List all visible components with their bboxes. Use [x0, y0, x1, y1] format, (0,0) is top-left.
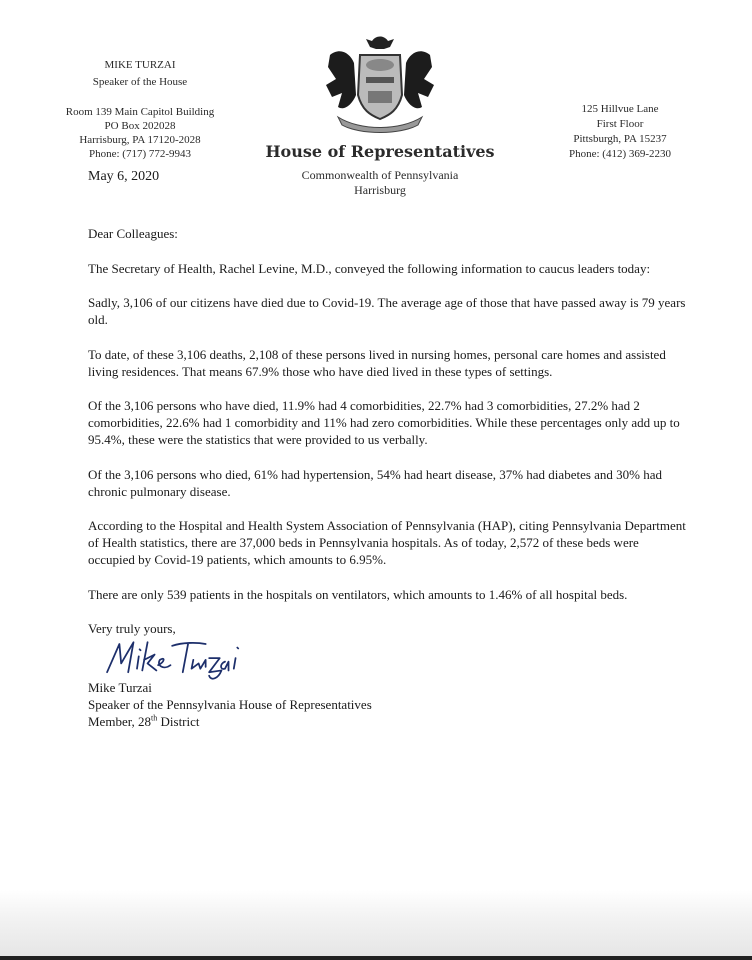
paragraph: According to the Hospital and Health System Association of Pennsylvania (HAP), citing Pennsylvania Department of Health statistics, there are 37,000 beds in Pennsylvania hospitals. As of today, 2,572 of these beds were occupied by Covid-19 patients, which amounts to 6.95%.	[88, 518, 686, 567]
capitol-address-line: Harrisburg, PA 17120-2028	[79, 134, 201, 146]
letter-body	[88, 225, 688, 730]
closing: Very truly yours,	[88, 621, 176, 636]
signature-block	[88, 679, 688, 730]
capitol-address-line: Room 139 Main Capitol Building	[65, 106, 215, 118]
paragraph: Of the 3,106 persons who died, 61% had hypertension, 54% had heart disease, 37% had diabetes and 30% had chronic pulmonary disease.	[88, 466, 663, 499]
capitol-address-line: PO Box 202028	[104, 120, 176, 132]
signer-district	[88, 713, 688, 730]
house-of-representatives-title: House of Representatives	[265, 142, 495, 161]
commonwealth-label: Commonwealth of Pennsylvania	[301, 168, 459, 182]
signer-title: Speaker of the Pennsylvania House of Representatives	[88, 697, 372, 712]
capitol-phone: Phone: (717) 772-9943	[88, 148, 192, 160]
paragraph: There are only 539 patients in the hospitals on ventilators, which amounts to 1.46% of all hospital beds.	[88, 586, 628, 602]
bottom-edge	[0, 956, 752, 960]
paragraph: To date, of these 3,106 deaths, 2,108 of these persons lived in nursing homes, personal care homes and assisted living residences. That means 67.9% those who have died lived in these types of settings.	[88, 346, 666, 379]
salutation: Dear Colleagues:	[88, 226, 178, 241]
district-ordinal: th	[151, 713, 158, 723]
district-address-line: Pittsburgh, PA 15237	[573, 133, 667, 145]
handwritten-signature	[96, 637, 266, 681]
pennsylvania-seal-icon	[310, 35, 450, 135]
paragraph: Sadly, 3,106 of our citizens have died due to Covid-19. The average age of those that have passed away is 79 years old.	[88, 295, 686, 327]
district-prefix: Member, 28	[88, 714, 152, 729]
sender-title: Speaker of the House	[92, 76, 188, 88]
district-address-line: 125 Hillvue Lane	[581, 103, 659, 115]
letter-date: May 6, 2020	[88, 169, 160, 184]
paragraph: Of the 3,106 persons who have died, 11.9% had 4 comorbidities, 22.7% had 3 comorbidities, 27.2% had 2 comorbidities, 22.6% had 1 comorbidity and 11% had zero comorbidities. While these percentages only add up to 95.4%, these were the statistics that were provided to us verbally.	[88, 398, 680, 447]
district-phone: Phone: (412) 369-2230	[568, 148, 672, 160]
paragraph: The Secretary of Health, Rachel Levine, M.D., conveyed the following information to caucus leaders today:	[88, 260, 651, 276]
signer-name: Mike Turzai	[88, 680, 152, 695]
sender-name: MIKE TURZAI	[104, 59, 176, 71]
bottom-shadow	[0, 890, 752, 956]
district-address-line: First Floor	[596, 118, 644, 130]
district-suffix: District	[157, 714, 200, 729]
city-label: Harrisburg	[354, 183, 406, 197]
